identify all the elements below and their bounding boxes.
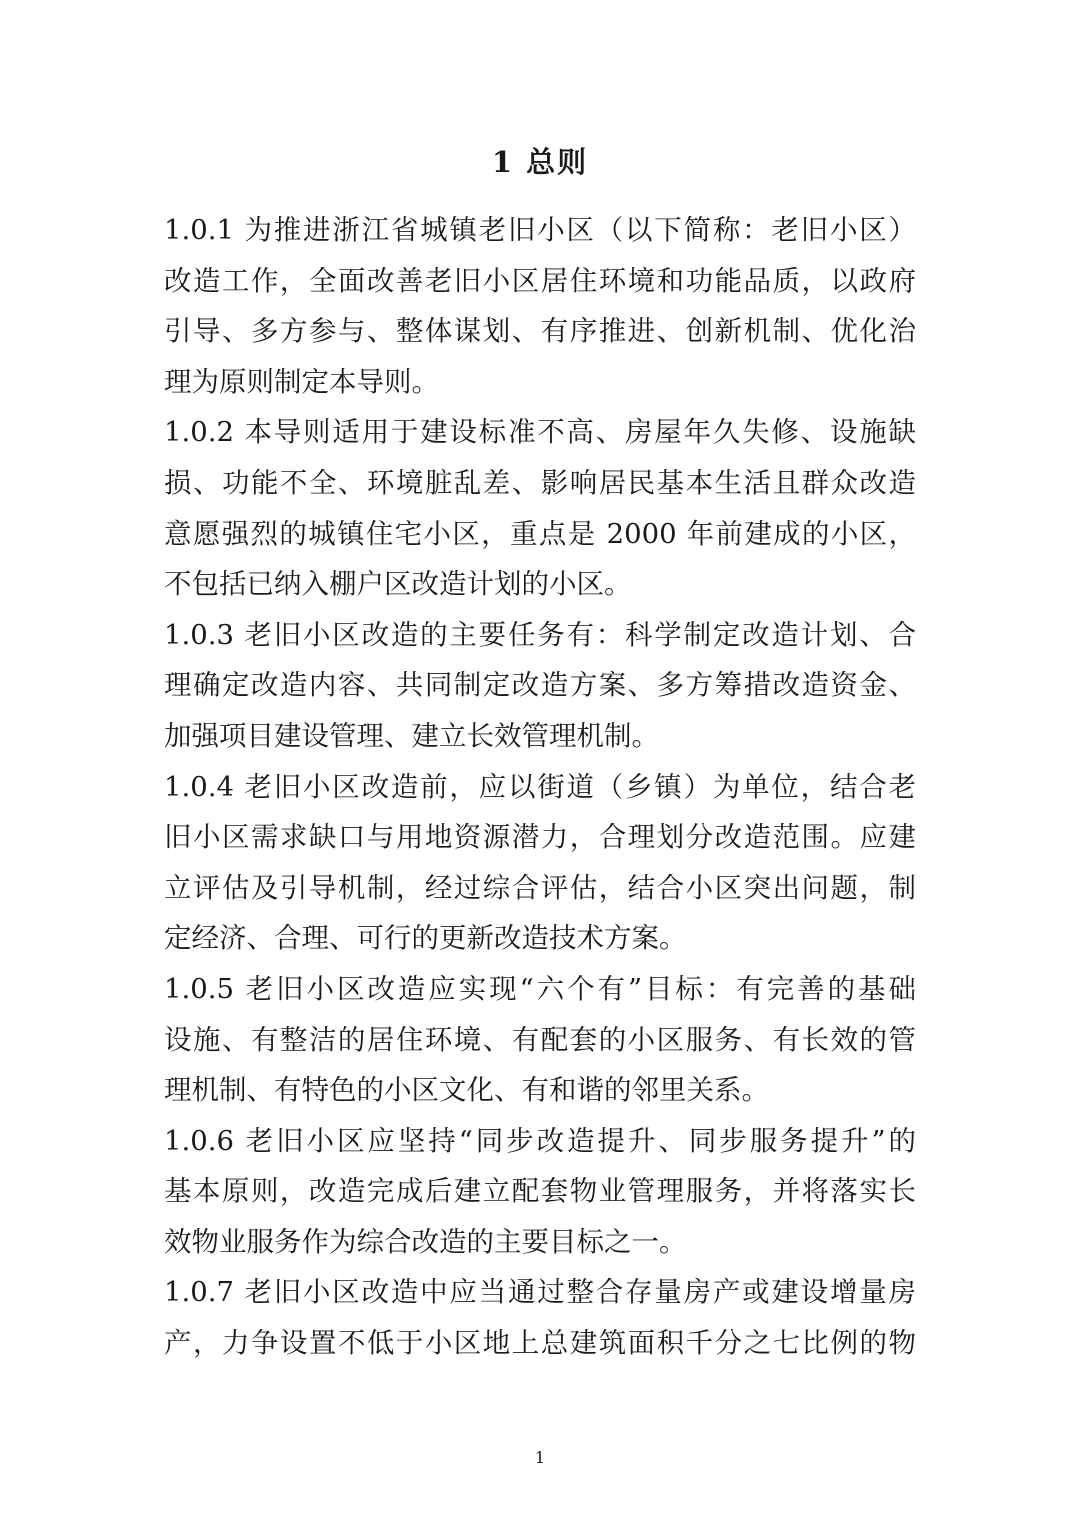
clause-line: 设施、有整洁的居住环境、有配套的小区服务、有长效的管 xyxy=(164,1023,916,1056)
clause-1-0-7 xyxy=(164,1267,916,1368)
clause-line: 立评估及引导机制，经过综合评估，结合小区突出问题，制 xyxy=(164,871,916,904)
clause-line: 理确定改造内容、共同制定改造方案、多方筹措改造资金、 xyxy=(164,669,916,702)
clause-line: 1.0.2 本导则适用于建设标准不高、房屋年久失修、设施缺 xyxy=(164,416,916,449)
clause-1-0-1 xyxy=(164,205,916,407)
clause-line: 理为原则制定本导则。 xyxy=(164,365,439,398)
clause-line: 1.0.3 老旧小区改造的主要任务有：科学制定改造计划、合 xyxy=(164,618,916,651)
clause-line: 效物业服务作为综合改造的主要目标之一。 xyxy=(164,1225,687,1258)
clause-1-0-3 xyxy=(164,610,916,762)
clause-line: 产，力争设置不低于小区地上总建筑面积千分之七比例的物 xyxy=(164,1327,916,1360)
clause-line: 旧小区需求缺口与用地资源潜力，合理划分改造范围。应建 xyxy=(164,821,916,854)
clause-1-0-6 xyxy=(164,1116,916,1268)
clause-line: 1.0.5 老旧小区改造应实现“六个有”目标：有完善的基础 xyxy=(164,972,916,1005)
clause-line: 损、功能不全、环境脏乱差、影响居民基本生活且群众改造 xyxy=(164,466,916,499)
clause-line: 基本原则，改造完成后建立配套物业管理服务，并将落实长 xyxy=(164,1175,916,1208)
clause-line: 不包括已纳入棚户区改造计划的小区。 xyxy=(164,568,632,601)
clause-line: 理机制、有特色的小区文化、有和谐的邻里关系。 xyxy=(164,1074,769,1107)
page-number: 1 xyxy=(534,1448,546,1467)
clause-line: 引导、多方参与、整体谋划、有序推进、创新机制、优化治 xyxy=(164,315,916,348)
clause-line: 定经济、合理、可行的更新改造技术方案。 xyxy=(164,922,687,955)
clause-line: 1.0.7 老旧小区改造中应当通过整合存量房产或建设增量房 xyxy=(164,1276,916,1309)
clause-line: 1.0.1 为推进浙江省城镇老旧小区（以下简称：老旧小区） xyxy=(164,214,916,246)
clause-line: 加强项目建设管理、建立长效管理机制。 xyxy=(164,719,659,752)
clause-1-0-5 xyxy=(164,964,916,1116)
clause-1-0-2 xyxy=(164,407,916,609)
clause-line: 1.0.6 老旧小区应坚持“同步改造提升、同步服务提升”的 xyxy=(164,1124,916,1157)
clause-line: 1.0.4 老旧小区改造前，应以街道（乡镇）为单位，结合老 xyxy=(164,770,916,803)
clause-line: 改造工作，全面改善老旧小区居住环境和功能品质，以政府 xyxy=(164,264,916,297)
chapter-title: 1 总则 xyxy=(491,145,589,179)
clause-line: 意愿强烈的城镇住宅小区，重点是 2000 年前建成的小区， xyxy=(164,517,916,550)
clause-1-0-4 xyxy=(164,762,916,964)
chapter-body xyxy=(164,205,916,1369)
